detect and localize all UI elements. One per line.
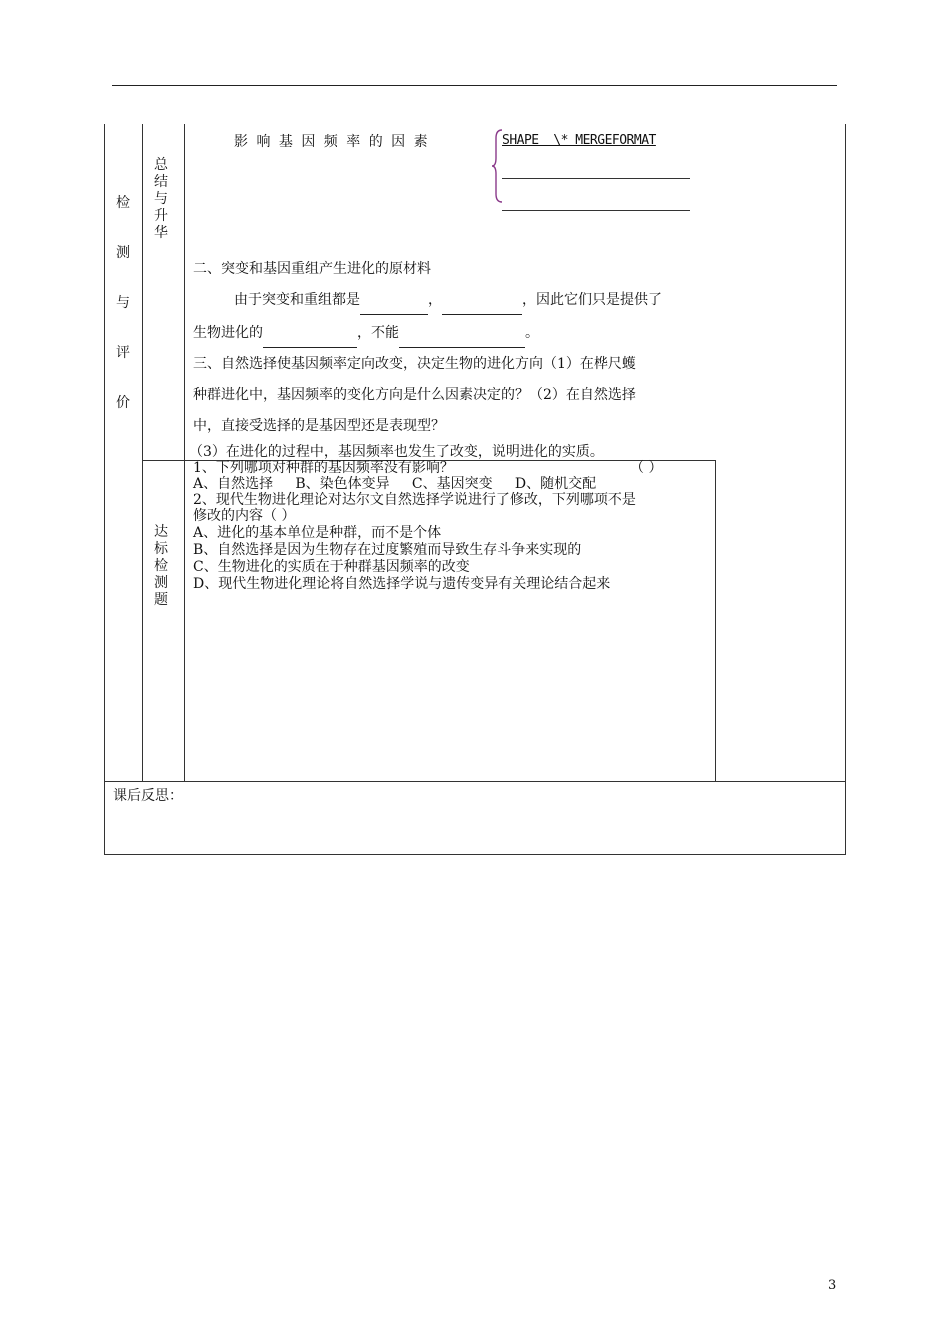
- summary-label-char: 华: [154, 225, 168, 241]
- table-bottom-border: [104, 854, 846, 855]
- table-col1-border: [142, 124, 143, 781]
- factor-blank-1: [502, 178, 690, 179]
- summary-label-char: 总: [154, 157, 168, 173]
- question-2-option-b: B、自然选择是因为生物存在过度繁殖而导致生存斗争来实现的: [193, 542, 582, 558]
- summary-label: [150, 157, 172, 242]
- question-2: 2、现代生物进化理论对达尔文自然选择学说进行了修改，下列哪项不是: [193, 492, 636, 508]
- section2-text: 生物进化的: [193, 325, 263, 341]
- factor-blank-2: [502, 210, 690, 211]
- fill-blank: [263, 333, 357, 348]
- question-1-answer-paren: （ ）: [630, 460, 663, 476]
- fill-blank: [360, 300, 428, 315]
- section2-text: 由于突变和重组都是: [234, 292, 360, 308]
- reflection-label: 课后反思：: [113, 788, 183, 804]
- label-char: 测: [116, 245, 130, 261]
- summary-label-char: 升: [154, 208, 168, 224]
- section3-line: （3）在进化的过程中，基因频率也发生了改变，说明进化的实质。: [189, 444, 604, 460]
- test-label-char: 题: [154, 592, 168, 608]
- test-label: [150, 524, 172, 609]
- question-1: 1、下列哪项对种群的基因频率没有影响？: [193, 460, 454, 476]
- fill-blank: [399, 333, 525, 348]
- table-col2-border: [184, 124, 185, 781]
- summary-label-char: 与: [154, 191, 168, 207]
- label-char: 检: [116, 195, 130, 211]
- factor-heading: 影 响 基 因 频 率 的 因 素: [234, 134, 430, 150]
- test-label-char: 检: [154, 558, 168, 574]
- question-2-option-c: C、生物进化的实质在于种群基因频率的改变: [193, 559, 470, 575]
- summary-label-char: 结: [154, 174, 168, 190]
- page-number: 3: [828, 1278, 837, 1293]
- header-rule: [112, 85, 837, 86]
- section2-text: 。: [525, 325, 539, 341]
- question-1-options: A、自然选择 B、染色体变异 C、基因突变 D、随机交配: [193, 476, 597, 492]
- section2-title: 二、突变和基因重组产生进化的原材料: [193, 261, 431, 277]
- table-left-border: [104, 124, 105, 855]
- label-char: 评: [116, 345, 130, 361]
- section3-line: 中，直接受选择的是基因型还是表现型？: [193, 418, 445, 434]
- question-2-option-a: A、进化的基本单位是种群，而不是个体: [193, 525, 442, 541]
- shape-field-code: SHAPE \* MERGEFORMAT: [502, 133, 656, 148]
- question-2-cont: 修改的内容（ ）: [193, 508, 296, 524]
- test-label-char: 测: [154, 575, 168, 591]
- section2-text: ，: [428, 292, 442, 308]
- table-right-border: [845, 124, 846, 855]
- section3-line: 三、自然选择使基因频率定向改变，决定生物的进化方向（1）在桦尺蠖: [193, 356, 636, 372]
- label-char: 价: [116, 395, 130, 411]
- test-label-char: 标: [154, 541, 168, 557]
- label-char: 与: [116, 295, 130, 311]
- test-label-char: 达: [154, 524, 168, 540]
- question-2-option-d: D、现代生物进化理论将自然选择学说与遗传变异有关理论结合起来: [193, 576, 611, 592]
- section3-line: 种群进化中，基因频率的变化方向是什么因素决定的？（2）在自然选择: [193, 387, 636, 403]
- table-col3-border: [715, 460, 716, 781]
- fill-blank: [442, 300, 522, 315]
- section2-line2: [193, 318, 539, 348]
- table-reflection-top: [104, 781, 846, 782]
- section2-line1: [234, 285, 662, 315]
- section2-text: ，不能: [357, 325, 399, 341]
- section2-text: ，因此它们只是提供了: [522, 292, 662, 308]
